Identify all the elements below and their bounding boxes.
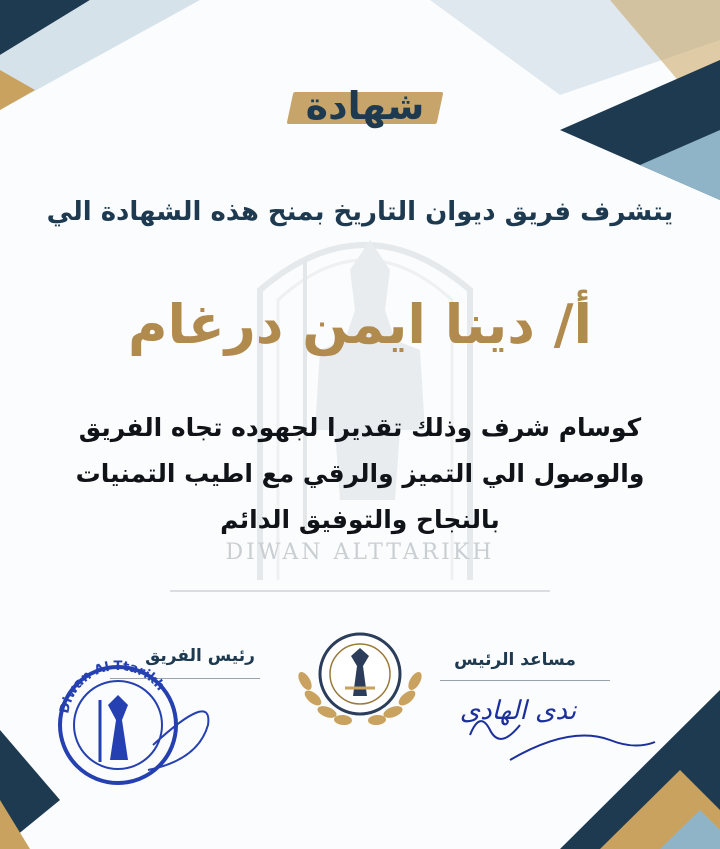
body-line: بالنجاح والتوفيق الدائم: [220, 505, 500, 534]
body-line: والوصول الي التميز والرقي مع اطيب التمنيات: [75, 459, 645, 488]
section-divider: [170, 590, 550, 592]
certificate-title: شهادة: [305, 84, 425, 128]
watermark-brand-text: DIWAN ALTTARIKH: [225, 540, 495, 565]
certificate-body: [40, 405, 680, 543]
assistant-signature-strokes: [460, 680, 660, 780]
assistant-label: مساعد الرئيس: [454, 650, 576, 670]
organization-emblem: [285, 626, 435, 736]
team-seal-stamp: [38, 650, 238, 790]
intro-line: يتشرف فريق ديوان التاريخ بمنح هذه الشهادة الي: [46, 197, 674, 227]
certificate-title-banner: [290, 82, 440, 130]
body-line: كوسام شرف وذلك تقديرا لجهوده تجاه الفريق: [78, 413, 642, 442]
recipient-name: أ/ دينا ايمن درغام: [127, 293, 593, 356]
assistant-signature-name: ندى الهادى: [459, 696, 577, 726]
team-leader-label: رئيس الفريق: [145, 646, 255, 666]
seal-text: Diwan Al-Ttarikh: [57, 658, 168, 715]
